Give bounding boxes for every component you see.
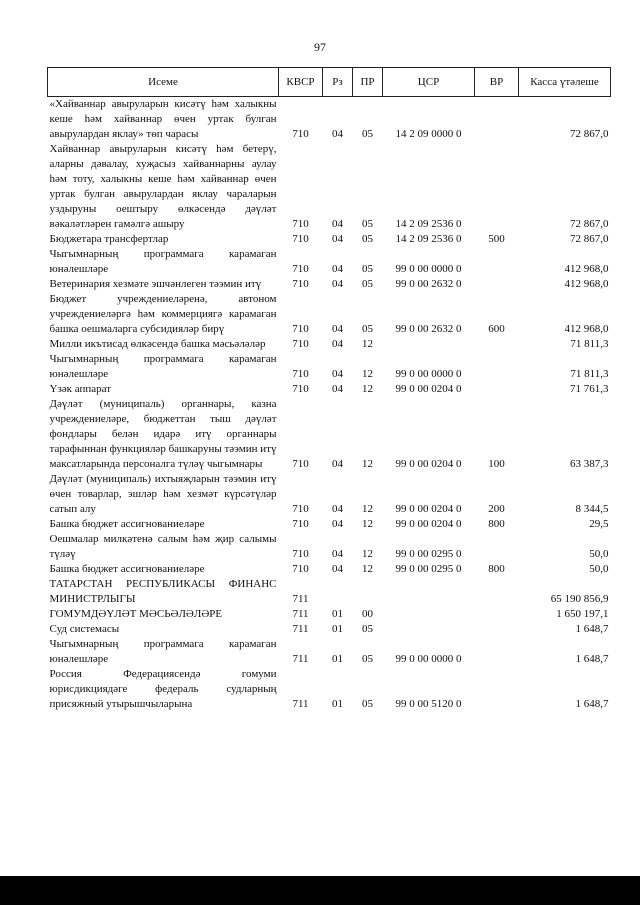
row-amount: 29,5 xyxy=(589,518,609,530)
row-kvsr: 710 xyxy=(292,263,309,275)
row-pr: 05 xyxy=(362,698,373,710)
table-row xyxy=(48,607,611,622)
row-pr: 05 xyxy=(362,263,373,275)
row-name: Башка бюджет ассигнованиеләре xyxy=(49,563,205,575)
row-amount: 1 648,7 xyxy=(575,698,609,710)
row-name: Ветеринария хезмәте эшчәнлеген тәэмин итү xyxy=(49,278,262,290)
row-name: Россия Федерациясендә гомуми юрисдикциядәге федераль судларның присяжный утырышчыларына xyxy=(49,668,277,710)
row-amount: 1 648,7 xyxy=(575,623,609,635)
row-kvsr: 711 xyxy=(292,593,309,605)
row-vr xyxy=(475,337,519,352)
row-vr xyxy=(475,607,519,622)
table-row xyxy=(48,232,611,247)
row-amount: 71 811,3 xyxy=(570,338,609,350)
row-pr xyxy=(353,577,383,607)
row-amount: 72 867,0 xyxy=(570,128,609,140)
row-name: Бюджет учреждениеләренә, автоном учреждениеләргә һәм коммерциягә карамаган башка оешмаларга субсидияләр бирү xyxy=(49,293,277,335)
row-kvsr: 710 xyxy=(292,368,309,380)
row-vr xyxy=(475,352,519,382)
row-vr: 800 xyxy=(488,563,505,575)
row-rz: 04 xyxy=(332,338,343,350)
row-csr: 99 0 00 0000 0 xyxy=(395,263,462,275)
row-kvsr: 711 xyxy=(292,653,309,665)
scan-edge-bar xyxy=(0,876,640,905)
row-kvsr: 711 xyxy=(292,608,309,620)
row-pr: 05 xyxy=(362,323,373,335)
row-vr xyxy=(475,667,519,712)
row-amount: 72 867,0 xyxy=(570,218,609,230)
row-vr xyxy=(475,622,519,637)
row-vr xyxy=(475,97,519,143)
row-pr: 12 xyxy=(362,563,373,575)
row-name: Чыгымнарның программага карамаган юнәлешләре xyxy=(49,353,277,380)
row-csr: 99 0 00 0204 0 xyxy=(395,518,462,530)
row-name: Чыгымнарның программага карамаган юнәлешләре xyxy=(49,638,277,665)
col-header-vr: ВР xyxy=(475,68,519,97)
row-pr: 05 xyxy=(362,278,373,290)
row-vr: 800 xyxy=(488,518,505,530)
row-csr: 99 0 00 0204 0 xyxy=(395,503,462,515)
row-kvsr: 710 xyxy=(292,503,309,515)
table-row xyxy=(48,142,611,232)
table-row xyxy=(48,352,611,382)
row-name: Дәүләт (муниципаль) органнары, казна учреждениеләре, бюджеттан тыш дәүләт фондлары белән идарә итү органнары тарафыннан функцияләр башкаруны тәэмин итү максатларында персоналга түләү чыгымнары xyxy=(49,398,277,470)
row-csr: 14 2 09 2536 0 xyxy=(395,218,462,230)
col-header-rz: Рз xyxy=(323,68,353,97)
table-row xyxy=(48,577,611,607)
row-kvsr: 710 xyxy=(292,518,309,530)
row-kvsr: 711 xyxy=(292,698,309,710)
col-header-kassa: Касса үтәлеше xyxy=(519,68,611,97)
row-vr: 200 xyxy=(488,503,505,515)
row-kvsr: 710 xyxy=(292,563,309,575)
table-row xyxy=(48,622,611,637)
row-amount: 72 867,0 xyxy=(570,233,609,245)
row-csr xyxy=(383,577,475,607)
row-pr: 05 xyxy=(362,653,373,665)
row-rz: 04 xyxy=(332,563,343,575)
row-name: Бюджетара трансфертлар xyxy=(49,233,169,245)
row-amount: 412 968,0 xyxy=(564,263,609,275)
row-vr xyxy=(475,382,519,397)
row-rz xyxy=(323,577,353,607)
row-name: Хайваннар авыруларын кисәтү һәм бетерү, аларны дәвалау, хуҗасыз хайваннарны аулау һәм тоту, халыкны кеше һәм хайваннар өчен уртак булган авырулардан яклау чараларын уздыруны оештыру өлкәсендә дәүләт вәкаләтләрен гамәлгә ашыру xyxy=(49,143,277,230)
row-name: Үзәк аппарат xyxy=(49,383,112,395)
row-pr: 05 xyxy=(362,218,373,230)
row-amount: 412 968,0 xyxy=(564,323,609,335)
row-rz: 04 xyxy=(332,458,343,470)
table-row xyxy=(48,397,611,472)
row-csr: 14 2 09 0000 0 xyxy=(395,128,462,140)
row-kvsr: 710 xyxy=(292,338,309,350)
row-pr: 12 xyxy=(362,368,373,380)
row-name: «Хайваннар авыруларын кисәтү һәм халыкны кеше һәм хайваннар өчен уртак булган авырулардан яклау» төп чарасы xyxy=(49,98,277,140)
page-number: 97 xyxy=(314,40,326,54)
row-csr: 99 0 00 0204 0 xyxy=(395,458,462,470)
row-rz: 04 xyxy=(332,278,343,290)
table-row xyxy=(48,517,611,532)
row-rz: 04 xyxy=(332,323,343,335)
row-rz: 04 xyxy=(332,263,343,275)
row-rz: 04 xyxy=(332,518,343,530)
row-csr xyxy=(383,337,475,352)
row-kvsr: 710 xyxy=(292,383,309,395)
row-csr: 99 0 00 0295 0 xyxy=(395,563,462,575)
table-row xyxy=(48,382,611,397)
row-csr xyxy=(383,622,475,637)
row-amount: 50,0 xyxy=(589,563,609,575)
row-kvsr: 710 xyxy=(292,218,309,230)
row-rz: 01 xyxy=(332,653,343,665)
row-kvsr: 710 xyxy=(292,323,309,335)
row-name: Суд системасы xyxy=(49,623,120,635)
row-rz: 04 xyxy=(332,383,343,395)
row-amount: 50,0 xyxy=(589,548,609,560)
row-pr: 12 xyxy=(362,338,373,350)
table-row xyxy=(48,667,611,712)
row-name: Дәүләт (муниципаль) ихтыяҗларын тәэмин итү өчен товарлар, эшләр һәм хезмәт күрсәтүләр сатып алу xyxy=(49,473,277,515)
table-row xyxy=(48,562,611,577)
row-amount: 71 761,3 xyxy=(570,383,609,395)
row-pr: 12 xyxy=(362,383,373,395)
row-name: ГОМУМДӘҮЛӘТ МӘСЬӘЛӘЛӘРЕ xyxy=(49,608,223,620)
row-amount: 71 811,3 xyxy=(570,368,609,380)
row-kvsr: 710 xyxy=(292,278,309,290)
row-vr: 600 xyxy=(488,323,505,335)
row-name: Чыгымнарның программага карамаган юнәлешләре xyxy=(49,248,277,275)
row-rz: 04 xyxy=(332,548,343,560)
row-amount: 8 344,5 xyxy=(575,503,609,515)
row-csr xyxy=(383,607,475,622)
row-name: Башка бюджет ассигнованиеләре xyxy=(49,518,205,530)
col-header-pr: ПР xyxy=(353,68,383,97)
row-rz: 04 xyxy=(332,233,343,245)
row-csr: 99 0 00 2632 0 xyxy=(395,278,462,290)
table-row xyxy=(48,277,611,292)
row-rz: 04 xyxy=(332,128,343,140)
row-csr: 14 2 09 2536 0 xyxy=(395,233,462,245)
row-amount: 412 968,0 xyxy=(564,278,609,290)
row-pr: 05 xyxy=(362,233,373,245)
row-rz: 04 xyxy=(332,368,343,380)
row-csr: 99 0 00 0000 0 xyxy=(395,653,462,665)
col-header-kvsr: КВСР xyxy=(279,68,323,97)
row-name: Оешмалар милкәтенә салым һәм җир салымы түләү xyxy=(49,533,277,560)
row-pr: 12 xyxy=(362,458,373,470)
row-vr xyxy=(475,277,519,292)
row-kvsr: 711 xyxy=(292,623,309,635)
row-amount: 1 648,7 xyxy=(575,653,609,665)
row-vr: 500 xyxy=(488,233,505,245)
row-pr: 00 xyxy=(362,608,373,620)
row-pr: 12 xyxy=(362,503,373,515)
table-row xyxy=(48,292,611,337)
budget-table xyxy=(47,67,611,712)
row-csr: 99 0 00 5120 0 xyxy=(395,698,462,710)
row-vr xyxy=(475,142,519,232)
row-vr xyxy=(475,247,519,277)
row-pr: 05 xyxy=(362,128,373,140)
row-vr: 100 xyxy=(488,458,505,470)
row-pr: 12 xyxy=(362,518,373,530)
col-header-csr: ЦСР xyxy=(383,68,475,97)
row-csr: 99 0 00 0204 0 xyxy=(395,383,462,395)
row-csr: 99 0 00 2632 0 xyxy=(395,323,462,335)
row-rz: 01 xyxy=(332,623,343,635)
row-rz: 01 xyxy=(332,698,343,710)
table-row xyxy=(48,532,611,562)
row-pr: 12 xyxy=(362,548,373,560)
table-header-row xyxy=(48,68,611,97)
row-amount: 63 387,3 xyxy=(570,458,609,470)
row-vr xyxy=(475,577,519,607)
row-csr: 99 0 00 0295 0 xyxy=(395,548,462,560)
table-body xyxy=(48,97,611,713)
row-csr: 99 0 00 0000 0 xyxy=(395,368,462,380)
table-row xyxy=(48,97,611,143)
table-row xyxy=(48,247,611,277)
col-header-name: Исеме xyxy=(48,68,279,97)
row-kvsr: 710 xyxy=(292,128,309,140)
row-name: ТАТАРСТАН РЕСПУБЛИКАСЫ ФИНАНС МИНИСТРЛЫГЫ xyxy=(49,578,277,605)
row-rz: 04 xyxy=(332,503,343,515)
row-rz: 01 xyxy=(332,608,343,620)
row-pr: 05 xyxy=(362,623,373,635)
row-rz: 04 xyxy=(332,218,343,230)
row-kvsr: 710 xyxy=(292,233,309,245)
row-amount: 65 190 856,9 xyxy=(550,593,609,605)
row-vr xyxy=(475,532,519,562)
row-kvsr: 710 xyxy=(292,458,309,470)
table-row xyxy=(48,337,611,352)
table-row xyxy=(48,472,611,517)
row-vr xyxy=(475,637,519,667)
row-kvsr: 710 xyxy=(292,548,309,560)
table-row xyxy=(48,637,611,667)
row-name: Милли икътисад өлкәсендә башка мәсьәләләр xyxy=(49,338,266,350)
row-amount: 1 650 197,1 xyxy=(556,608,609,620)
